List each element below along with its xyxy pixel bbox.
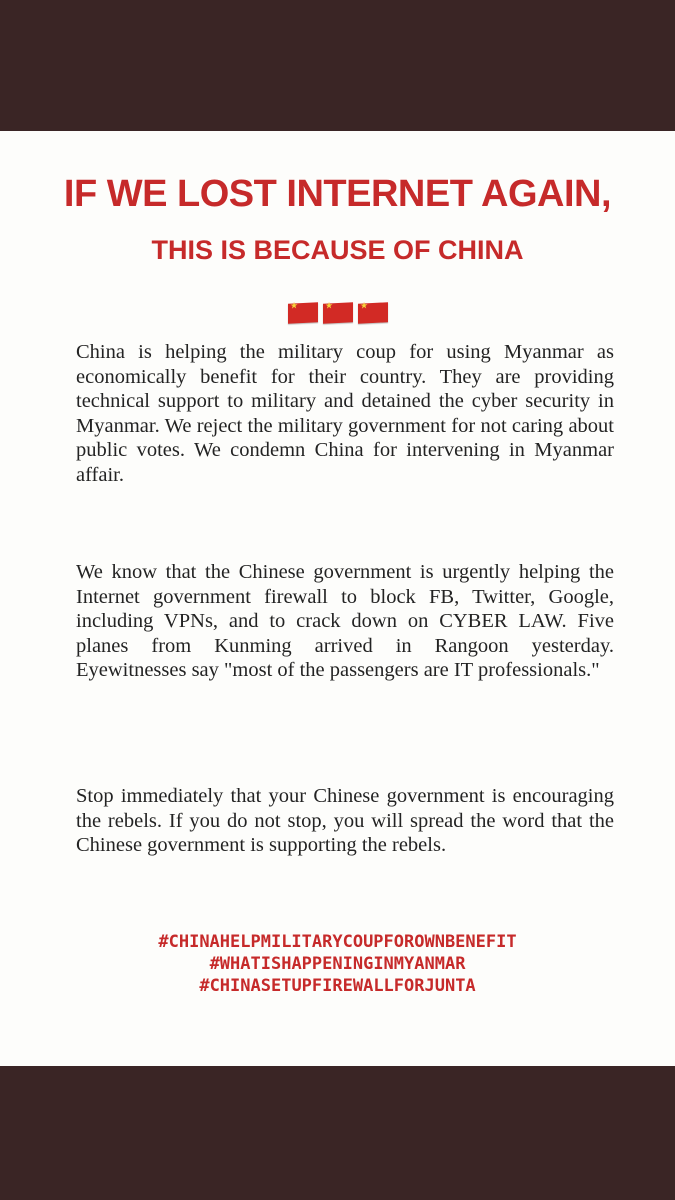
- hashtag-1[interactable]: #CHINAHELPMILITARYCOUPFOROWNBENEFIT: [158, 932, 517, 952]
- china-flag-icon: ★: [288, 302, 318, 324]
- flag-row: [0, 303, 675, 323]
- hashtag-3[interactable]: #CHINASETUPFIREWALLFORJUNTA: [199, 976, 476, 996]
- body-paragraph-3: Stop immediately that your Chinese government is encouraging the rebels. If you do not stop, you will spread the word that the Chinese government is supporting the rebels.: [76, 785, 614, 857]
- china-flag-icon: ★: [358, 302, 388, 324]
- headline-line-2: THIS IS BECAUSE OF CHINA: [151, 235, 524, 265]
- china-flag-icon: ★: [323, 302, 353, 324]
- body-paragraph-2: We know that the Chinese government is urgently helping the Internet government firewall to block FB, Twitter, Google, including VPNs, and to crack down on CYBER LAW. Five planes from Kunming arrived in Rangoon yesterday. Eyewitnesses say "most of the passengers are IT professionals.": [76, 561, 614, 682]
- body-paragraph-1: China is helping the military coup for using Myanmar as economically benefit for their country. They are providing technical support to military and detained the cyber security in Myanmar. We reject the military government for not caring about public votes. We condemn China for intervening in Myanmar affair.: [76, 341, 614, 486]
- hashtag-list: [0, 931, 675, 997]
- hashtag-2[interactable]: #WHATISHAPPENINGINMYANMAR: [209, 954, 466, 974]
- poster-card: [0, 131, 675, 1066]
- headline-line-1: IF WE LOST INTERNET AGAIN,: [63, 173, 612, 215]
